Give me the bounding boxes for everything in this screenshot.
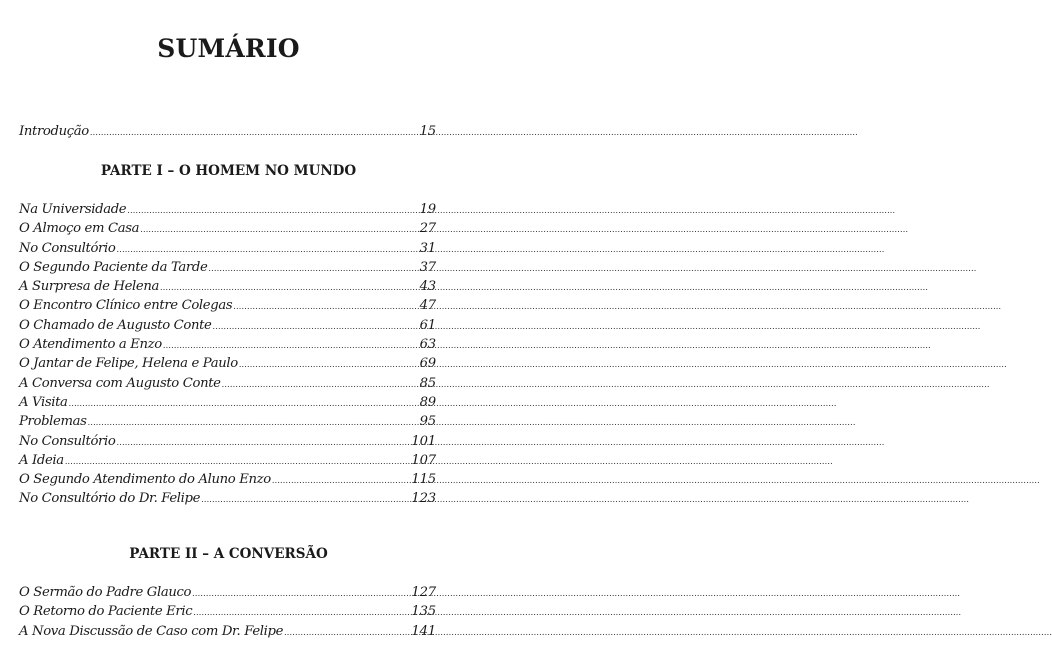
- dot-leader: [192, 590, 410, 598]
- dot-leader: [65, 458, 411, 466]
- toc-entry[interactable]: [19, 296, 436, 315]
- dot-leader: [272, 477, 411, 485]
- dot-leader: [140, 226, 418, 234]
- dot-leader: [201, 496, 410, 504]
- toc-entry-label: O Segundo Atendimento do Aluno Enzo: [19, 472, 271, 488]
- part-two-heading: PARTE II – A CONVERSÃO: [129, 546, 328, 562]
- toc-entry-page: 47: [419, 298, 436, 314]
- dot-leader: [127, 207, 418, 215]
- toc-entry[interactable]: [19, 239, 436, 258]
- toc-entry[interactable]: [19, 489, 436, 508]
- dot-leader: [239, 361, 419, 369]
- dot-leader: [208, 265, 418, 273]
- toc-entry-label: No Consultório: [19, 433, 116, 449]
- toc-entry-label: A Ideia: [19, 452, 64, 468]
- toc-entry-label: A Visita: [19, 394, 68, 410]
- toc-entry-page: 123: [411, 491, 436, 507]
- toc-entry-page: 15: [419, 124, 436, 139]
- dot-leader: [213, 323, 419, 331]
- toc-entry-page: 19: [419, 202, 436, 217]
- toc-entry-label: O Atendimento a Enzo: [19, 337, 162, 353]
- toc-entry-page: 141: [411, 623, 436, 639]
- toc-entry-label: A Surpresa de Helena: [19, 279, 160, 295]
- part-two-list: [19, 583, 436, 641]
- toc-entry[interactable]: [19, 219, 436, 238]
- toc-entry-page: 43: [419, 279, 436, 295]
- toc-entry-label: O Retorno do Paciente Eric: [19, 604, 193, 620]
- dot-leader: [69, 400, 419, 408]
- toc-entry[interactable]: [19, 622, 436, 641]
- dot-leader: [160, 284, 419, 292]
- toc-entry-label: O Encontro Clínico entre Colegas: [19, 298, 233, 314]
- toc-page: [0, 0, 457, 672]
- toc-entry-label: O Chamado de Augusto Conte: [19, 317, 212, 333]
- toc-entry-page: 63: [419, 337, 436, 353]
- toc-entry-page: 27: [419, 221, 436, 237]
- toc-entry-page: 115: [411, 472, 436, 488]
- toc-entry[interactable]: [19, 583, 436, 602]
- dot-leader: [116, 246, 418, 254]
- toc-entry-label: A Nova Discussão de Caso com Dr. Felipe: [19, 623, 284, 639]
- toc-entry[interactable]: [19, 470, 436, 489]
- toc-entry-label: A Conversa com Augusto Conte: [19, 375, 221, 391]
- toc-entry-page: 107: [411, 452, 436, 468]
- toc-entry-page: 69: [419, 356, 436, 372]
- toc-entry[interactable]: [19, 258, 436, 277]
- dot-leader: [193, 609, 410, 617]
- dot-leader: [222, 381, 419, 389]
- toc-entry-label: Na Universidade: [19, 202, 127, 217]
- toc-entry[interactable]: [19, 393, 436, 412]
- toc-entry-page: 135: [411, 604, 436, 620]
- toc-entry[interactable]: [19, 277, 436, 296]
- toc-entry[interactable]: [19, 122, 436, 141]
- toc-entry-label: Problemas: [19, 414, 87, 430]
- toc-entry[interactable]: [19, 451, 436, 470]
- toc-entry-page: 85: [419, 375, 436, 391]
- toc-entry-label: O Sermão do Padre Glauco: [19, 585, 192, 600]
- dot-leader: [284, 629, 410, 637]
- toc-entry-page: 89: [419, 394, 436, 410]
- toc-entry-page: 37: [419, 259, 436, 275]
- toc-entry-page: 31: [419, 240, 436, 256]
- toc-entry[interactable]: [19, 354, 436, 373]
- toc-entry[interactable]: [19, 335, 436, 354]
- toc-entry-label: O Almoço em Casa: [19, 221, 140, 237]
- toc-entry-label: Introdução: [19, 124, 89, 139]
- dot-leader: [90, 129, 419, 137]
- toc-entry-page: 127: [411, 585, 436, 600]
- part-one-heading: PARTE I – O HOMEM NO MUNDO: [100, 163, 357, 179]
- toc-entry-page: 61: [419, 317, 436, 333]
- dot-leader: [163, 342, 419, 350]
- toc-entry-page: 95: [419, 414, 436, 430]
- dot-leader: [116, 439, 410, 447]
- toc-entry[interactable]: [19, 602, 436, 621]
- toc-entry-label: O Jantar de Felipe, Helena e Paulo: [19, 356, 238, 372]
- dot-leader: [88, 419, 419, 427]
- intro-list: [19, 122, 436, 141]
- toc-entry[interactable]: [19, 200, 436, 219]
- toc-entry-label: No Consultório: [19, 240, 116, 256]
- toc-entry[interactable]: [19, 412, 436, 431]
- part-one-list: [19, 200, 436, 509]
- toc-entry-page: 101: [411, 433, 436, 449]
- dot-leader: [233, 303, 418, 311]
- toc-entry-label: O Segundo Paciente da Tarde: [19, 259, 208, 275]
- page-title: SUMÁRIO: [157, 34, 300, 63]
- toc-entry[interactable]: [19, 374, 436, 393]
- toc-entry-label: No Consultório do Dr. Felipe: [19, 491, 201, 507]
- toc-entry[interactable]: [19, 432, 436, 451]
- toc-entry[interactable]: [19, 316, 436, 335]
